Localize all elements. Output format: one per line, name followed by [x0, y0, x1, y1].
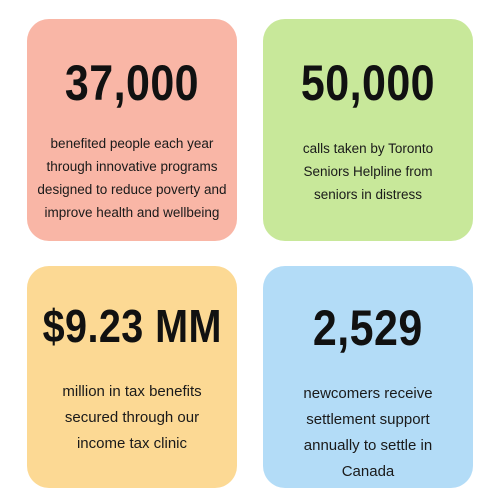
stat-card-people-benefited [27, 19, 237, 241]
stat-value: 2,529 [313, 300, 423, 356]
stat-card-helpline-calls [263, 19, 473, 241]
stat-card-newcomers [263, 266, 473, 488]
stat-value: $9.23 MM [42, 300, 222, 352]
stat-description: newcomers receive settlement support annually to settle in Canada [303, 385, 433, 480]
stat-description: calls taken by Toronto Seniors Helpline from seniors in distress [302, 141, 434, 202]
stat-value: 37,000 [64, 55, 200, 111]
stat-description: benefited people each year through innovative programs designed to reduce poverty and improve health and wellbeing [37, 136, 227, 220]
stat-description: million in tax benefits secured through our income tax clinic [62, 383, 202, 452]
stat-card-tax-benefits [27, 266, 237, 488]
stat-value: 50,000 [300, 55, 436, 111]
